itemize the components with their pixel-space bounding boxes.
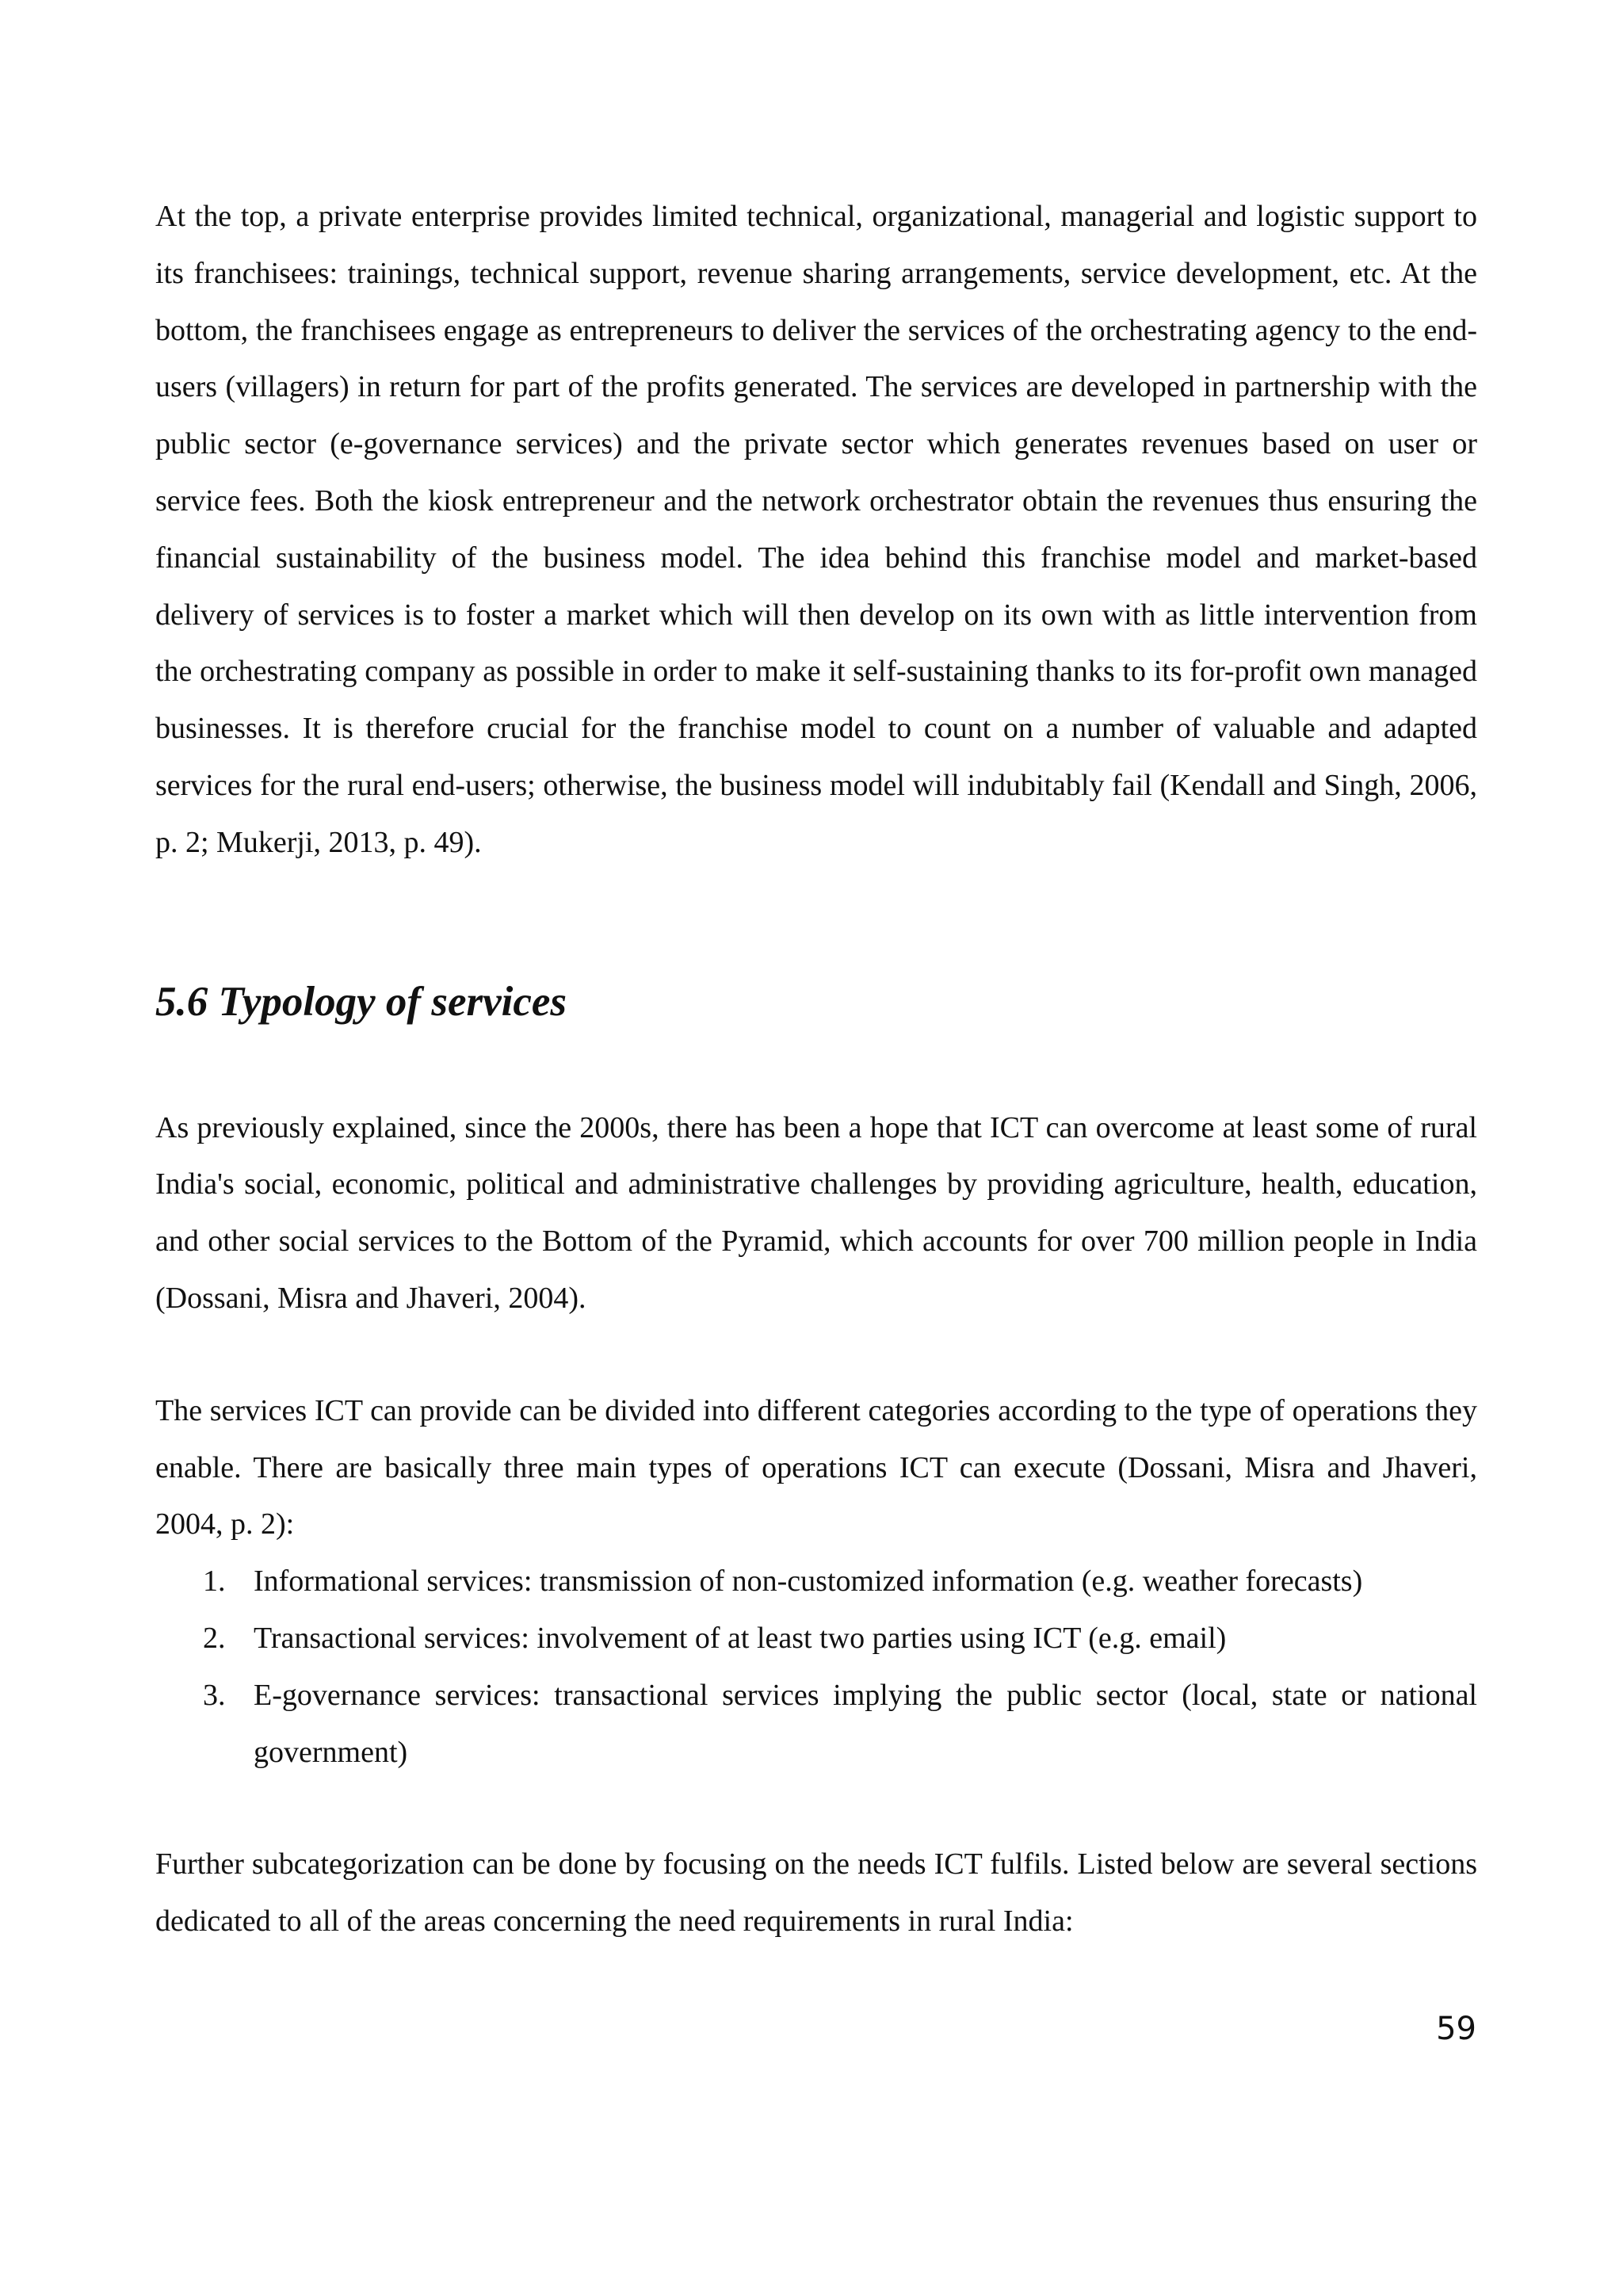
section-heading: 5.6 Typology of services — [155, 978, 567, 1025]
list-item — [155, 1610, 1477, 1668]
service-types-list — [155, 1553, 1477, 1781]
list-item-number: 3. — [203, 1678, 226, 1712]
closing-paragraph: Further subcategorization can be done by focusing on the needs ICT fulfils. Listed below are several sections dedicated to all of the areas concerning the need requirements in rural India: — [155, 1847, 1477, 1939]
list-item — [155, 1553, 1477, 1610]
list-item-text: E-governance services: transactional services implying the public sector (local, state or national government) — [254, 1678, 1477, 1769]
list-item — [155, 1668, 1477, 1782]
categories-intro-paragraph: The services ICT can provide can be divided into different categories according to the type of operations they enable. There are basically three main types of operations ICT can execute (Dossani, Misra and Jhaveri, 2004, p. 2): — [155, 1393, 1477, 1541]
document-page — [155, 189, 1477, 1950]
list-item-text: Transactional services: involvement of at least two parties using ICT (e.g. email) — [254, 1621, 1227, 1655]
intro-paragraph: At the top, a private enterprise provides limited technical, organizational, managerial and logistic support to its franchisees: trainings, technical support, revenue sharing arrangements, service development, etc. At the bottom, the franchisees engage as entrepreneurs to deliver the services of the orchestrating agency to the end-users (villagers) in return for part of the profits generated. The services are developed in partnership with the public sector (e-governance services) and the private sector which generates revenues based on user or service fees. Both the kiosk entrepreneur and the network orchestrator obtain the revenues thus ensuring the financial sustainability of the business model. The idea behind this franchise model and market-based delivery of services is to foster a market which will then develop on its own with as little intervention from the orchestrating company as possible in order to make it self-sustaining thanks to its for-profit own managed businesses. It is therefore crucial for the franchise model to count on a number of valuable and adapted services for the rural end-users; otherwise, the business model will indubitably fail (Kendall and Singh, 2006, p. 2; Mukerji, 2013, p. 49). — [155, 200, 1477, 859]
section-intro-paragraph: As previously explained, since the 2000s, there has been a hope that ICT can overcome at least some of rural India's social, economic, political and administrative challenges by providing agriculture, health, education, and other social services to the Bottom of the Pyramid, which accounts for over 700 million people in India (Dossani, Misra and Jhaveri, 2004). — [155, 1110, 1477, 1315]
list-item-number: 1. — [203, 1564, 226, 1599]
list-item-number: 2. — [203, 1621, 226, 1655]
page-number: 59 — [1436, 2011, 1476, 2047]
list-item-text: Informational services: transmission of non-customized information (e.g. weather forecasts) — [254, 1564, 1363, 1599]
